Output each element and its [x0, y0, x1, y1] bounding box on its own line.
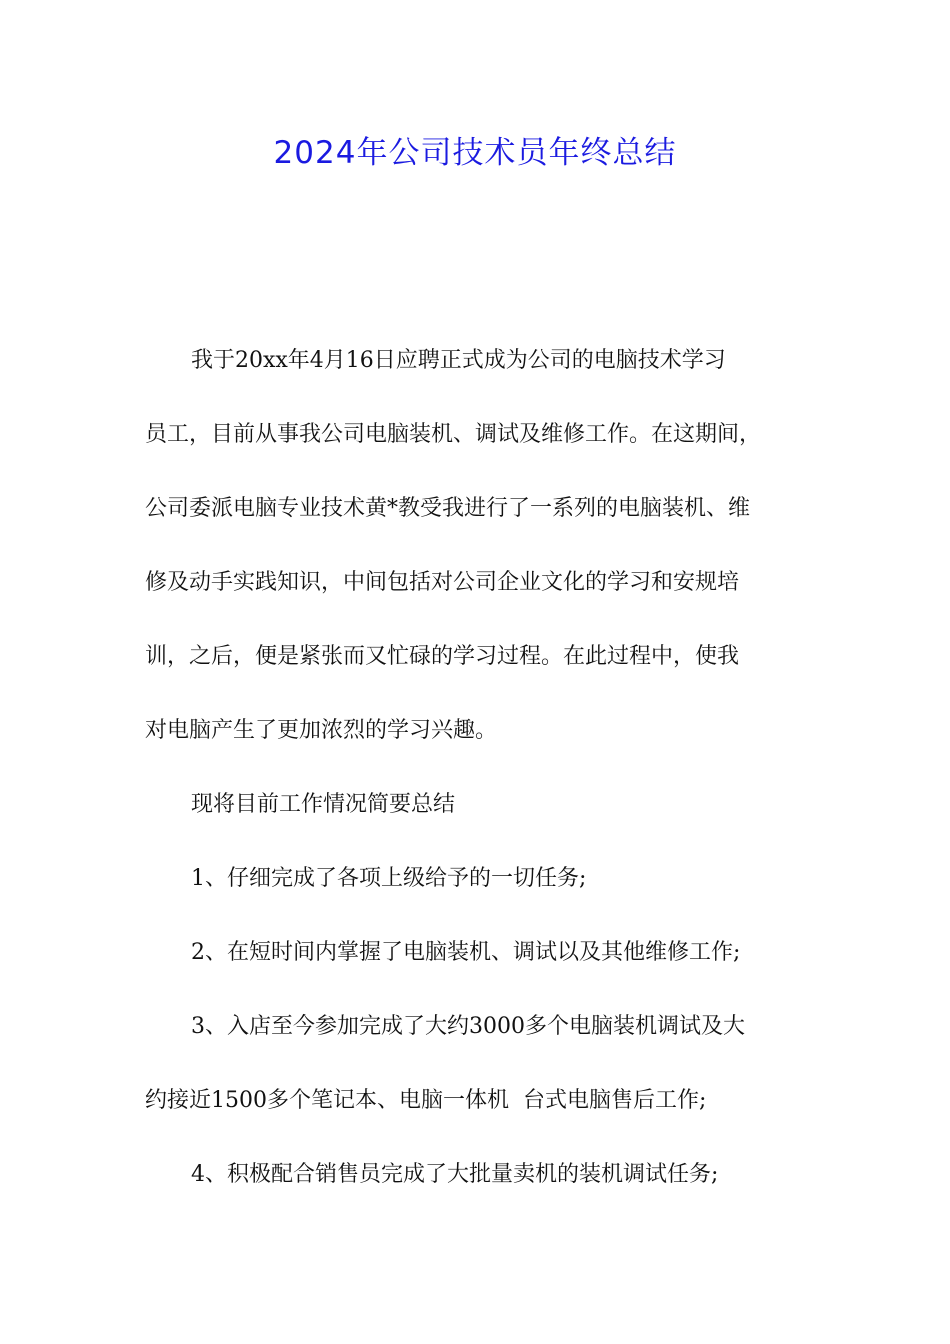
list-item-3: [145, 1002, 813, 1126]
list-item-4: [145, 1150, 813, 1200]
text-line: 训，之后，便是紧张而又忙碌的学习过程。在此过程中，使我: [145, 644, 740, 669]
text-line: 1、仔细完成了各项上级给予的一切任务;: [191, 866, 587, 891]
text-line: 我于20xx年4月16日应聘正式成为公司的电脑技术学习: [191, 348, 726, 373]
text-line: 员工，目前从事我公司电脑装机、调试及维修工作。在这期间，: [145, 422, 762, 447]
list-item-2: [145, 928, 813, 978]
paragraph-summary-lead: [145, 780, 813, 830]
text-line: 修及动手实践知识，中间包括对公司企业文化的学习和安规培: [145, 570, 740, 595]
text-line: 2、在短时间内掌握了电脑装机、调试以及其他维修工作;: [191, 940, 741, 965]
document-title: 2024年公司技术员年终总结: [273, 135, 677, 171]
text-line: 现将目前工作情况简要总结: [191, 792, 456, 817]
text-line: 4、积极配合销售员完成了大批量卖机的装机调试任务;: [191, 1162, 719, 1187]
paragraph-intro: [145, 336, 813, 756]
document-body: [145, 336, 813, 1224]
text-line: 对电脑产生了更加浓烈的学习兴趣。: [145, 718, 498, 743]
text-line: 3、入店至今参加完成了大约3000多个电脑装机调试及大: [191, 1014, 745, 1039]
text-line: 约接近1500多个笔记本、电脑一体机 台式电脑售后工作;: [145, 1088, 707, 1113]
text-line: 公司委派电脑专业技术黄*教受我进行了一系列的电脑装机、维: [145, 496, 751, 521]
list-item-1: [145, 854, 813, 904]
